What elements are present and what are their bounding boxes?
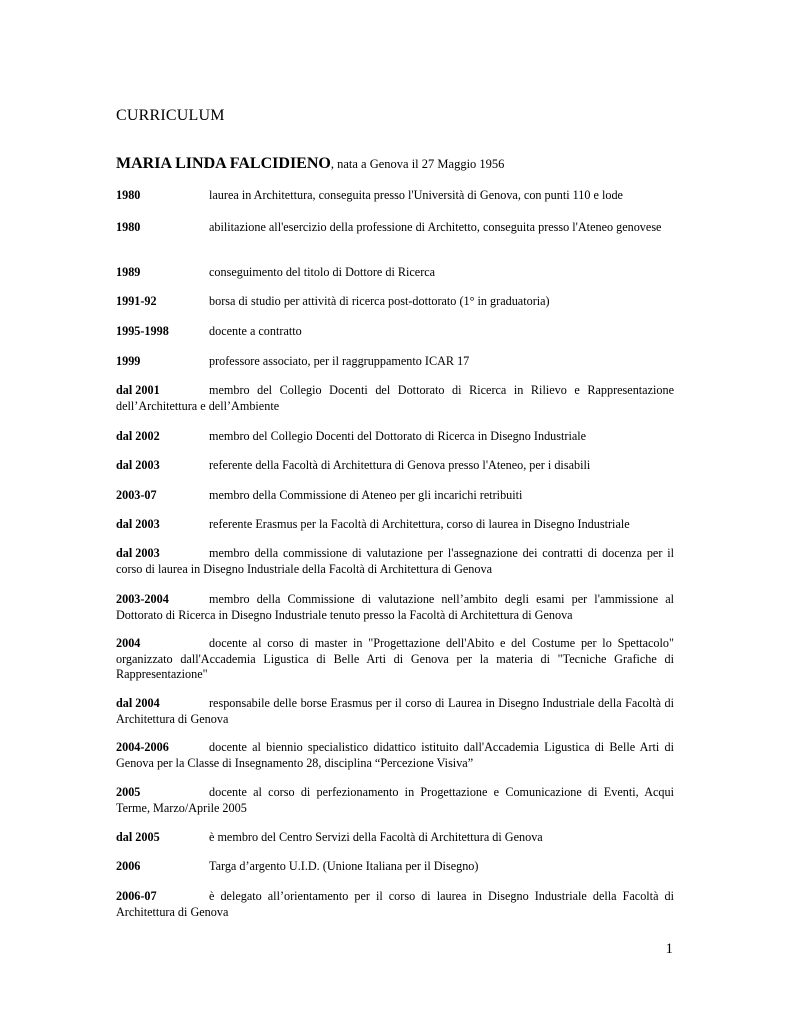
- entry-text: conseguimento del titolo di Dottore di Ricerca: [209, 265, 436, 279]
- entry-1989: [116, 265, 674, 281]
- entry-text: docente a contratto: [209, 324, 302, 338]
- entry-text: docente al corso di master in "Progettazione dell'Abito e del Costume per lo Spettacolo" organizzato dall'Accademia Ligustica di Belle Arti di Genova per la materia di "Tecniche Grafiche di Rappresentazione": [116, 636, 674, 681]
- page-number: 1: [665, 941, 673, 957]
- entry-text: Targa d’argento U.I.D. (Unione Italiana per il Disegno): [209, 859, 479, 873]
- entry-year: 1991-92: [116, 294, 157, 308]
- person-header: [116, 155, 504, 173]
- entry-2004-2006: [116, 740, 674, 771]
- entry-1980-laurea: [116, 188, 674, 204]
- entry-1999: [116, 354, 674, 370]
- entry-2003-07: [116, 488, 674, 504]
- entry-year: 1980: [116, 220, 141, 234]
- entry-dal-2003-disabili: [116, 458, 674, 474]
- entry-text: professore associato, per il raggruppamento ICAR 17: [209, 354, 470, 368]
- entry-year: dal 2005: [116, 830, 160, 844]
- entry-year: 2006-07: [116, 889, 157, 903]
- entry-dal-2003-commissione: [116, 546, 674, 577]
- entry-text: membro della commissione di valutazione per l'assegnazione dei contratti di docenza per il corso di laurea in Disegno Industriale della Facoltà di Architettura di Genova: [116, 546, 674, 576]
- entry-year: 2004-2006: [116, 740, 169, 754]
- entry-text: membro della Commissione di Ateneo per gli incarichi retribuiti: [209, 488, 523, 502]
- entry-text: laurea in Architettura, conseguita presso l'Università di Genova, con punti 110 e lode: [209, 188, 623, 202]
- entry-text: borsa di studio per attività di ricerca post-dottorato (1° in graduatoria): [209, 294, 550, 308]
- entry-dal-2004: [116, 696, 674, 727]
- entry-year: 2003-07: [116, 488, 157, 502]
- entry-dal-2001: [116, 383, 674, 414]
- entry-dal-2005: [116, 830, 674, 846]
- entry-1995-1998: [116, 324, 674, 340]
- person-name: MARIA LINDA FALCIDIENO: [116, 155, 331, 172]
- entry-year: dal 2003: [116, 546, 160, 560]
- entry-text: membro della Commissione di valutazione nell’ambito degli esami per l'ammissione al Dottorato di Ricerca in Disegno Industriale tenuto presso la Facoltà di Architettura di Genova: [116, 592, 674, 622]
- entry-year: 2004: [116, 636, 141, 650]
- entry-year: dal 2003: [116, 517, 160, 531]
- entry-text: abilitazione all'esercizio della professione di Architetto, conseguita presso l'Ateneo genovese: [209, 220, 662, 234]
- entry-text: referente della Facoltà di Architettura di Genova presso l'Ateneo, per i disabili: [209, 458, 591, 472]
- entry-year: dal 2004: [116, 696, 160, 710]
- entry-year: dal 2001: [116, 383, 160, 397]
- entry-text: è delegato all’orientamento per il corso di laurea in Disegno Industriale della Facoltà di Architettura di Genova: [116, 889, 674, 919]
- entry-year: 1995-1998: [116, 324, 169, 338]
- entry-text: docente al biennio specialistico didattico istituito dall'Accademia Ligustica di Belle Arti di Genova per la Classe di Insegnamento 28, disciplina “Percezione Visiva”: [116, 740, 674, 770]
- entry-year: dal 2003: [116, 458, 160, 472]
- entry-year: 1980: [116, 188, 141, 202]
- entry-dal-2003-erasmus: [116, 517, 674, 533]
- entry-text: membro del Collegio Docenti del Dottorato di Ricerca in Disegno Industriale: [209, 429, 587, 443]
- entry-2006-07: [116, 889, 674, 920]
- entry-year: 1989: [116, 265, 141, 279]
- entry-text: responsabile delle borse Erasmus per il corso di Laurea in Disegno Industriale della Facoltà di Architettura di Genova: [116, 696, 674, 726]
- entry-1980-abilitazione: [116, 220, 674, 236]
- entry-2004-master: [116, 636, 674, 683]
- entry-year: 2006: [116, 859, 141, 873]
- entry-1991-92: [116, 294, 674, 310]
- entry-2003-2004: [116, 592, 674, 623]
- entry-text: membro del Collegio Docenti del Dottorato di Ricerca in Rilievo e Rappresentazione dell’Architettura e dell’Ambiente: [116, 383, 674, 413]
- entry-dal-2002: [116, 429, 674, 445]
- entry-text: docente al corso di perfezionamento in Progettazione e Comunicazione di Eventi, Acqui Terme, Marzo/Aprile 2005: [116, 785, 674, 815]
- entry-2006: [116, 859, 674, 875]
- entry-2005: [116, 785, 674, 816]
- entry-year: 2003-2004: [116, 592, 169, 606]
- document-title: CURRICULUM: [116, 107, 225, 124]
- entry-text: referente Erasmus per la Facoltà di Architettura, corso di laurea in Disegno Industriale: [209, 517, 630, 531]
- entry-text: è membro del Centro Servizi della Facoltà di Architettura di Genova: [209, 830, 543, 844]
- entry-year: 1999: [116, 354, 141, 368]
- entry-year: dal 2002: [116, 429, 160, 443]
- entry-year: 2005: [116, 785, 141, 799]
- curriculum-entries: [116, 188, 674, 919]
- birth-info: , nata a Genova il 27 Maggio 1956: [330, 157, 505, 171]
